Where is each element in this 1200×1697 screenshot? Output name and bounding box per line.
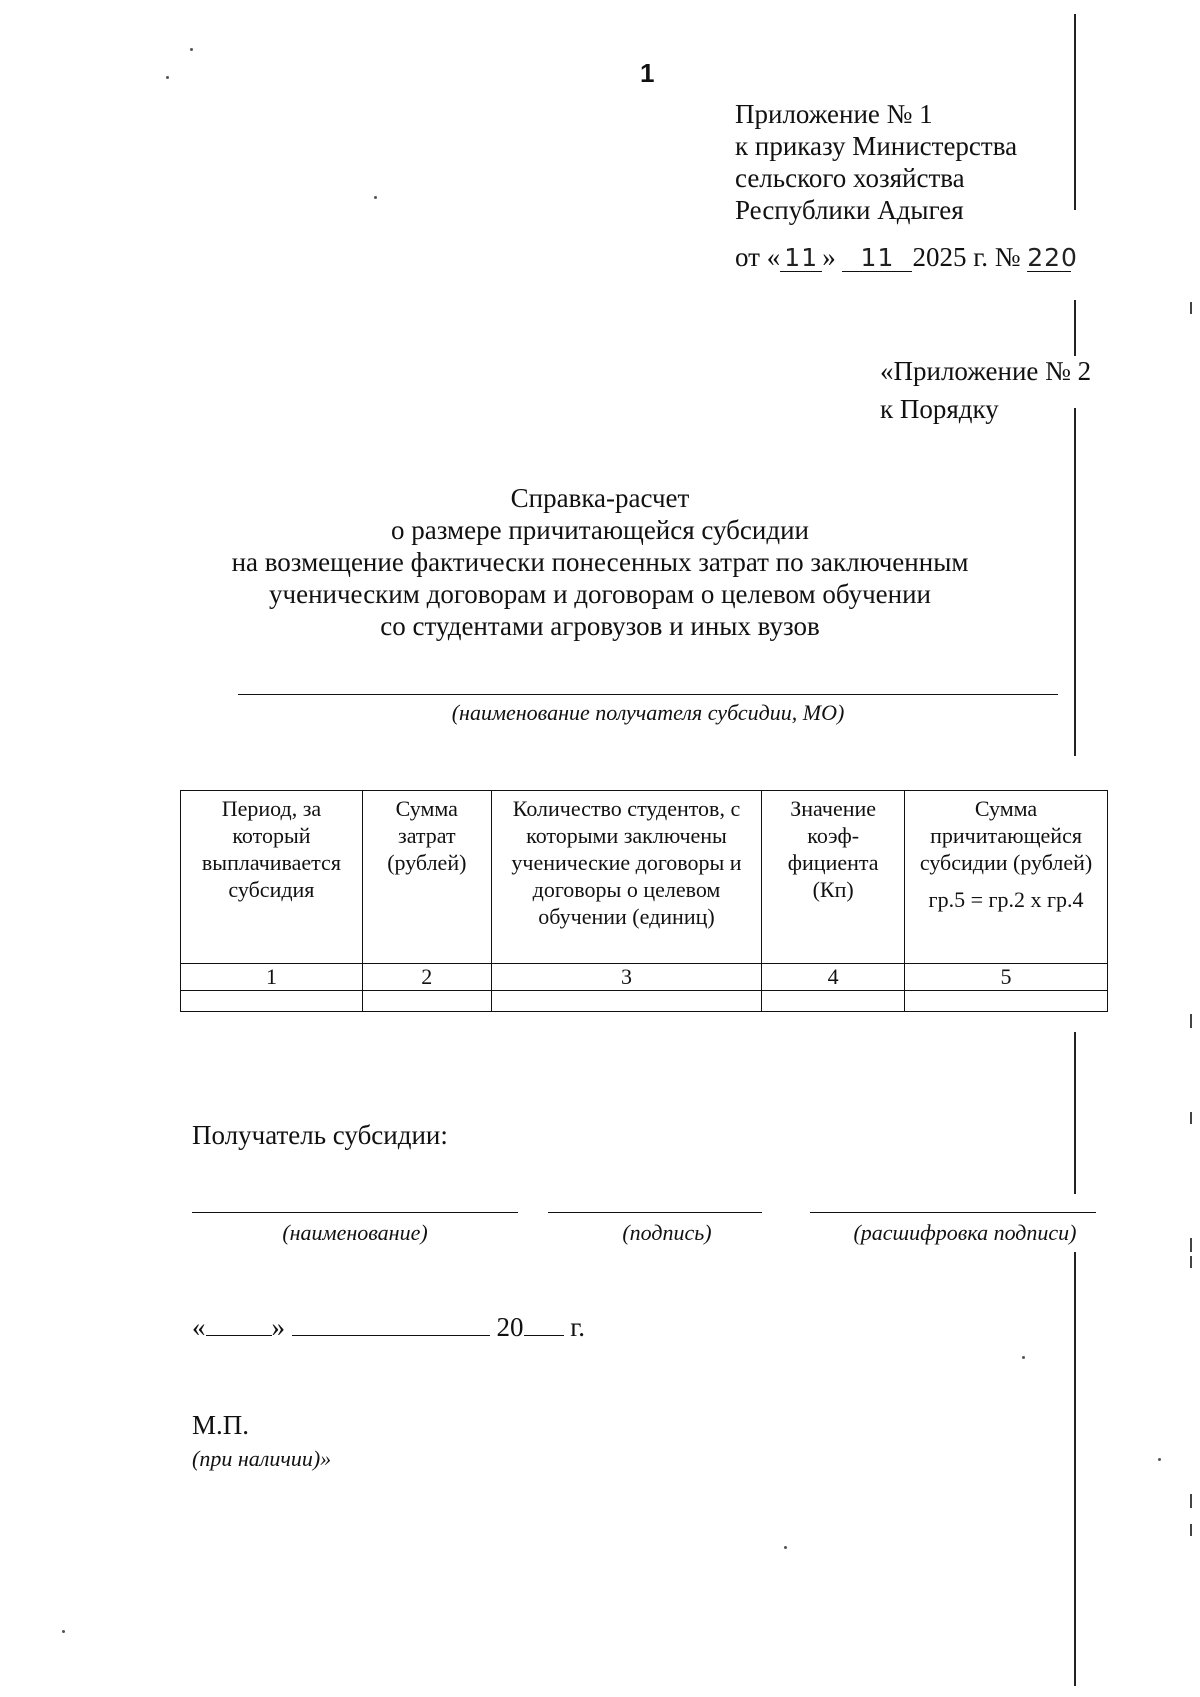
scan-artifact-line (1074, 408, 1076, 756)
date-day-blank (206, 1335, 272, 1336)
scan-artifact-tick (1190, 1014, 1192, 1028)
title-line: о размере причитающейся субсидии (391, 515, 809, 545)
scan-artifact-dot (1158, 1458, 1161, 1461)
order-date-number (735, 242, 1078, 273)
order-mid: » (822, 242, 836, 272)
date-line (192, 1312, 585, 1343)
date-open-quote: « (192, 1312, 206, 1342)
scan-artifact-tick (1190, 302, 1192, 314)
scan-artifact-line (1074, 1032, 1076, 1194)
appendix-1-line: Республики Адыгея (735, 195, 964, 225)
column-number-cell: 3 (491, 964, 762, 991)
column-number-cell: 5 (905, 964, 1108, 991)
appendix-2-line: к Порядку (880, 394, 999, 424)
scan-artifact-dot (1022, 1356, 1025, 1359)
decode-blank-line (810, 1212, 1096, 1213)
appendix-2-line: «Приложение № 2 (880, 356, 1092, 386)
name-caption: (наименование) (282, 1220, 428, 1245)
table-header-cell (905, 791, 1108, 964)
table-header-cell: Количество студентов, с которыми заключены ученические договоры и договоры о целевом обучении (единиц) (491, 791, 762, 964)
table-header-row (181, 791, 1108, 964)
appendix-2-heading (880, 352, 1091, 428)
title-line: ученическим договорам и договорам о целевом обучении (269, 579, 931, 609)
column-number-cell: 1 (181, 964, 363, 991)
table-header-cell: Период, за который выплачивается субсидия (181, 791, 363, 964)
title-line: Справка-расчет (510, 483, 690, 513)
name-blank-line (192, 1212, 518, 1213)
scan-artifact-tick (1190, 1238, 1192, 1252)
date-month-blank (292, 1335, 490, 1336)
date-year-blank (524, 1335, 564, 1336)
scan-artifact-dot (190, 48, 193, 51)
date-century: 20 (496, 1312, 524, 1342)
scan-artifact-line (1074, 14, 1076, 210)
table-row (181, 991, 1108, 1012)
scan-artifact-dot (62, 1630, 65, 1633)
column-number-cell: 4 (762, 964, 905, 991)
scan-artifact-tick (1190, 1494, 1192, 1508)
order-day: 11 (780, 245, 822, 272)
scan-artifact-line (1074, 1252, 1076, 1686)
recipient-caption: (наименование получателя субсидии, МО) (451, 700, 845, 725)
stamp-note: (при наличии)» (192, 1446, 332, 1471)
order-prefix: от « (735, 242, 781, 272)
column-number-cell: 2 (362, 964, 491, 991)
signature-blank-line (548, 1212, 762, 1213)
recipient-blank-line (238, 694, 1058, 695)
scan-artifact-dot (166, 76, 169, 79)
appendix-1-line: к приказу Министерства (735, 131, 1018, 161)
scan-artifact-dot (784, 1546, 787, 1549)
table-cell (491, 991, 762, 1012)
scan-artifact-line (1074, 300, 1076, 356)
date-suffix: г. (570, 1312, 586, 1342)
table-header-text: Сумма причитающейся субсидии (рублей) (919, 796, 1093, 875)
order-month: 11 (842, 245, 912, 272)
scan-artifact-tick (1190, 1524, 1192, 1536)
title-line: на возмещение фактически понесенных затрат по заключенным (231, 547, 969, 577)
stamp-label: М.П. (192, 1410, 250, 1440)
document-title (180, 482, 1020, 642)
decode-caption: (расшифровка подписи) (853, 1220, 1077, 1245)
order-year: 2025 г. № (912, 242, 1021, 272)
scan-artifact-tick (1190, 1256, 1192, 1268)
table-row (181, 964, 1108, 991)
appendix-1-heading (735, 98, 1017, 226)
table-header-cell: Значение коэф-фициента (Кп) (762, 791, 905, 964)
table-formula: гр.5 = гр.2 х гр.4 (928, 887, 1084, 912)
table-cell (181, 991, 363, 1012)
scan-artifact-tick (1190, 1112, 1192, 1124)
signature-caption: (подпись) (622, 1220, 712, 1245)
order-number: 220 (1027, 243, 1078, 272)
date-close-quote: » (271, 1312, 285, 1342)
appendix-1-line: сельского хозяйства (735, 163, 965, 193)
table-cell (905, 991, 1108, 1012)
subsidy-recipient-label: Получатель субсидии: (192, 1120, 448, 1150)
table-cell (762, 991, 905, 1012)
page-number: 1 (640, 58, 655, 88)
table-cell (362, 991, 491, 1012)
scan-artifact-dot (374, 196, 377, 199)
title-line: со студентами агровузов и иных вузов (380, 611, 820, 641)
table-header-cell: Сумма затрат (рублей) (362, 791, 491, 964)
calculation-table (180, 790, 1108, 1012)
appendix-1-line: Приложение № 1 (735, 99, 933, 129)
